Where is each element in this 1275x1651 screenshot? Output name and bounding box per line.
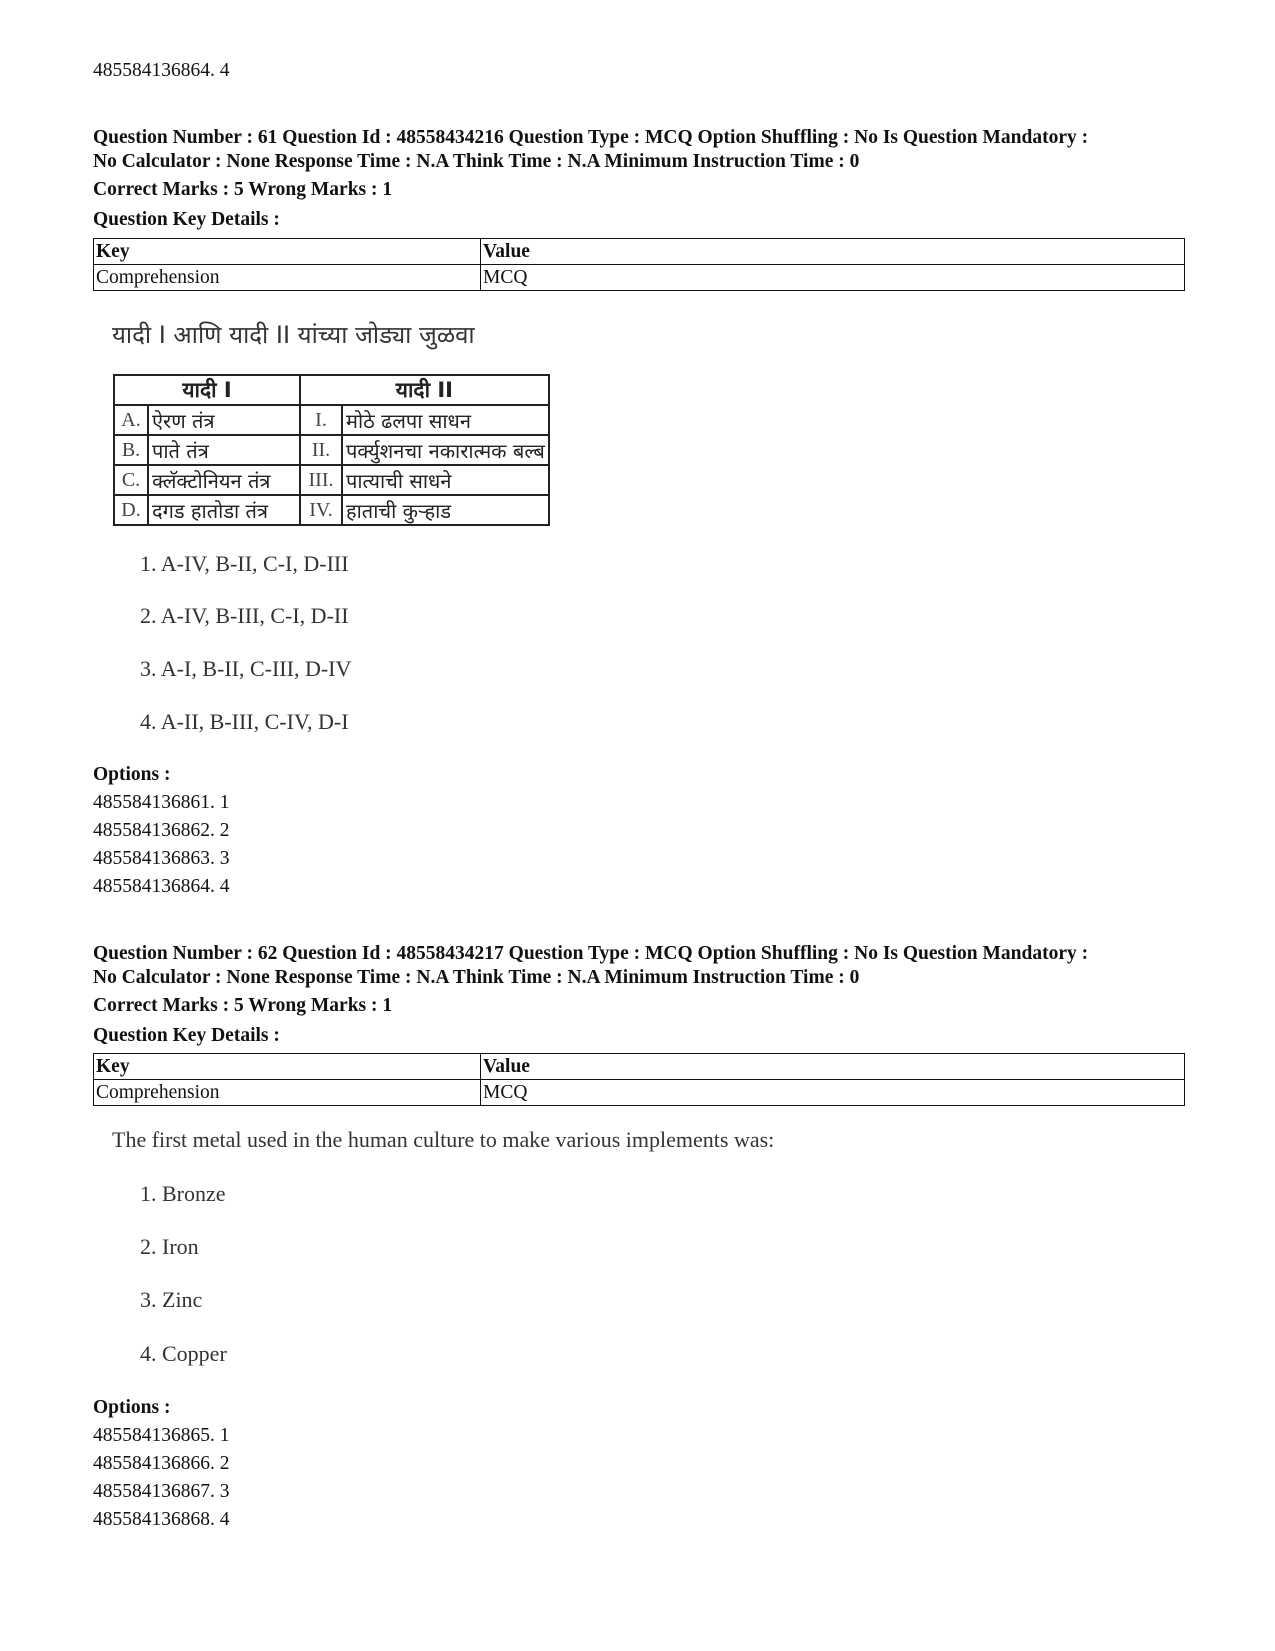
key-table-cell-value: MCQ bbox=[481, 1080, 1185, 1106]
answer-choice-4: 4. Copper bbox=[140, 1341, 227, 1366]
question-marks: Correct Marks : 5 Wrong Marks : 1 bbox=[93, 995, 393, 1016]
question-header-line2: No Calculator : None Response Time : N.A Think Time : N.A Minimum Instruction Time : 0 bbox=[93, 151, 860, 172]
key-table-header-key: Key bbox=[94, 239, 481, 265]
key-table-header-value: Value bbox=[481, 1054, 1185, 1080]
answer-choice-3: 3. A-I, B-II, C-III, D-IV bbox=[140, 656, 352, 681]
key-table-header-key: Key bbox=[94, 1054, 481, 1080]
answer-choice-1: 1. Bronze bbox=[140, 1181, 226, 1206]
match-table-row bbox=[114, 405, 549, 435]
options-label: Options : bbox=[93, 764, 171, 785]
match-row-item: क्लॅक्टोनियन तंत्र bbox=[148, 465, 300, 495]
question-prompt: यादी I आणि यादी II यांच्या जोड्या जुळवा bbox=[112, 321, 475, 349]
option-id-2: 485584136866. 2 bbox=[93, 1453, 230, 1474]
answer-choice-3: 3. Zinc bbox=[140, 1287, 203, 1312]
match-row-value: पर्क्युशनचा नकारात्मक बल्ब bbox=[342, 435, 549, 465]
match-table-header-list2: यादी II bbox=[300, 375, 549, 405]
previous-option-line: 485584136864. 4 bbox=[93, 60, 230, 81]
key-table-header-row bbox=[94, 239, 1185, 265]
match-the-following-table bbox=[113, 374, 550, 526]
match-row-value: पात्याची साधने bbox=[342, 465, 549, 495]
question-key-table bbox=[93, 1053, 1185, 1106]
match-table-header-row bbox=[114, 375, 549, 405]
key-table-row bbox=[94, 265, 1185, 291]
match-row-letter: B. bbox=[114, 435, 148, 465]
question-header-line1: Question Number : 62 Question Id : 48558434217 Question Type : MCQ Option Shuffling : No Is Question Mandatory : bbox=[93, 943, 1089, 964]
key-table-header-value: Value bbox=[481, 239, 1185, 265]
match-table-header-list1: यादी I bbox=[114, 375, 300, 405]
match-row-letter: C. bbox=[114, 465, 148, 495]
match-row-letter: A. bbox=[114, 405, 148, 435]
match-row-letter: D. bbox=[114, 495, 148, 525]
key-table-cell-value: MCQ bbox=[481, 265, 1185, 291]
question-header-line1: Question Number : 61 Question Id : 48558434216 Question Type : MCQ Option Shuffling : No Is Question Mandatory : bbox=[93, 127, 1089, 148]
match-table-row bbox=[114, 435, 549, 465]
question-key-details-label: Question Key Details : bbox=[93, 1025, 280, 1046]
match-row-roman: II. bbox=[300, 435, 342, 465]
question-header-line2: No Calculator : None Response Time : N.A Think Time : N.A Minimum Instruction Time : 0 bbox=[93, 967, 860, 988]
key-table-row bbox=[94, 1080, 1185, 1106]
match-table-row bbox=[114, 495, 549, 525]
option-id-3: 485584136863. 3 bbox=[93, 848, 230, 869]
answer-choice-2: 2. Iron bbox=[140, 1234, 199, 1259]
match-row-value: मोठे ढलपा साधन bbox=[342, 405, 549, 435]
option-id-4: 485584136868. 4 bbox=[93, 1509, 230, 1530]
match-table-row bbox=[114, 465, 549, 495]
option-id-2: 485584136862. 2 bbox=[93, 820, 230, 841]
match-row-item: पाते तंत्र bbox=[148, 435, 300, 465]
answer-choice-2: 2. A-IV, B-III, C-I, D-II bbox=[140, 603, 349, 628]
option-id-1: 485584136861. 1 bbox=[93, 792, 230, 813]
question-marks: Correct Marks : 5 Wrong Marks : 1 bbox=[93, 179, 393, 200]
match-row-roman: IV. bbox=[300, 495, 342, 525]
answer-choice-1: 1. A-IV, B-II, C-I, D-III bbox=[140, 551, 349, 576]
match-row-roman: I. bbox=[300, 405, 342, 435]
match-row-item: ऐरण तंत्र bbox=[148, 405, 300, 435]
match-row-value: हाताची कुऱ्हाड bbox=[342, 495, 549, 525]
answer-choice-4: 4. A-II, B-III, C-IV, D-I bbox=[140, 709, 349, 734]
options-label: Options : bbox=[93, 1397, 171, 1418]
key-table-cell-key: Comprehension bbox=[94, 1080, 481, 1106]
question-prompt: The first metal used in the human culture to make various implements was: bbox=[112, 1127, 775, 1152]
option-id-1: 485584136865. 1 bbox=[93, 1425, 230, 1446]
match-row-roman: III. bbox=[300, 465, 342, 495]
question-key-details-label: Question Key Details : bbox=[93, 209, 280, 230]
option-id-4: 485584136864. 4 bbox=[93, 876, 230, 897]
question-key-table bbox=[93, 238, 1185, 291]
option-id-3: 485584136867. 3 bbox=[93, 1481, 230, 1502]
match-row-item: दगड हातोडा तंत्र bbox=[148, 495, 300, 525]
key-table-header-row bbox=[94, 1054, 1185, 1080]
key-table-cell-key: Comprehension bbox=[94, 265, 481, 291]
